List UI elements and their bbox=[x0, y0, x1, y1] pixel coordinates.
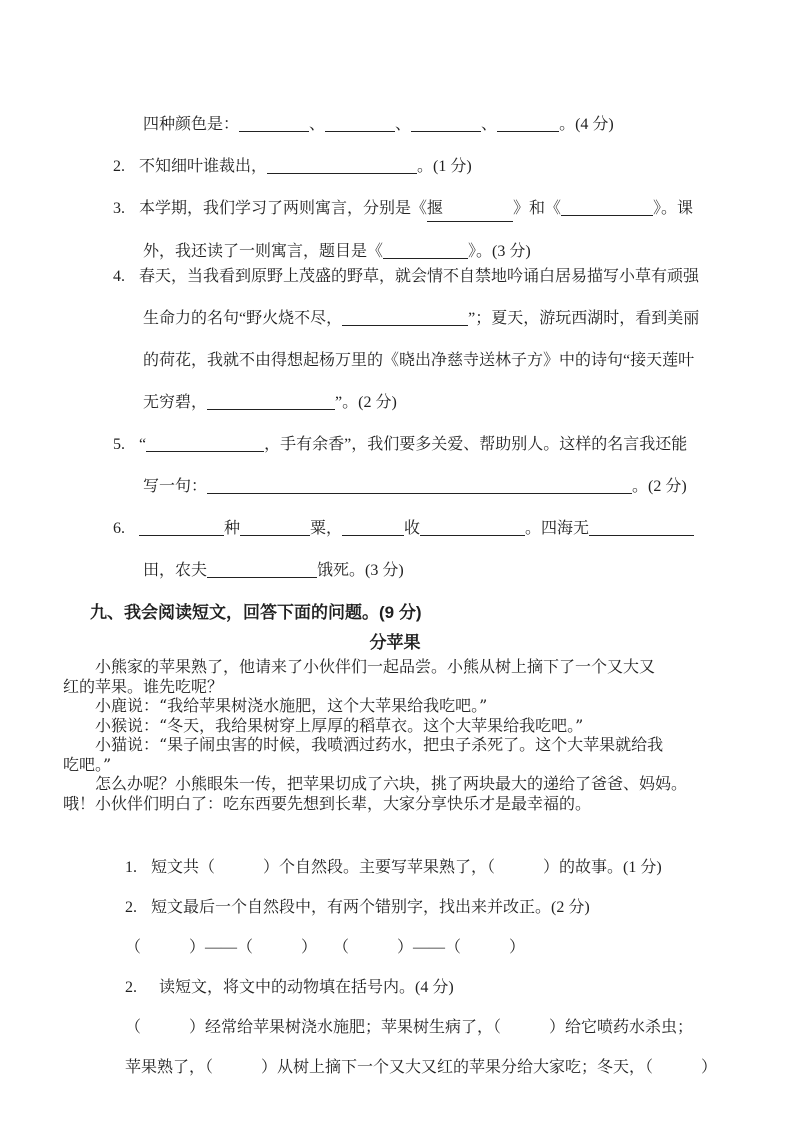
item5-line2-a: 写一句： bbox=[143, 478, 208, 495]
item6-blank-4 bbox=[420, 518, 525, 536]
item6-line2-a: 田，农夫 bbox=[143, 562, 208, 579]
passage-line: 小猫说：“果子闹虫害的时候，我喷洒过药水，把虫子杀死了。这个大苹果就给我 bbox=[95, 735, 664, 754]
fillin-item5-line2 bbox=[63, 474, 727, 499]
item6-t2: 粟， bbox=[310, 520, 343, 537]
item6-t1: 种 bbox=[224, 520, 241, 537]
reading-q1 bbox=[63, 855, 727, 880]
item1-blank-2 bbox=[325, 114, 395, 132]
item4-line2-b: ”；夏天，游玩西湖时，看到美丽 bbox=[468, 310, 700, 327]
fillin-item6-line2 bbox=[63, 558, 727, 583]
item5-line2-b: 。(2 分) bbox=[632, 478, 687, 495]
item6-blank-2 bbox=[240, 518, 310, 536]
passage-title: 分苹果 bbox=[369, 633, 421, 652]
item2-tail: 。(1 分) bbox=[417, 158, 472, 175]
item5-open-quote: “ bbox=[139, 436, 147, 453]
reading-q3-text: 读短文，将文中的动物填在括号内。(4 分) bbox=[159, 979, 454, 996]
passage bbox=[63, 657, 727, 813]
item1-lead: 四种颜色是： bbox=[143, 116, 240, 133]
reading-q2 bbox=[63, 895, 727, 920]
passage-line: 红的苹果。谁先吃呢？ bbox=[63, 676, 224, 696]
item1-blank-3 bbox=[411, 114, 481, 132]
reading-q2-number: 2. bbox=[125, 899, 137, 916]
fillin-item4-line2 bbox=[63, 306, 727, 331]
fillin-item4-line3 bbox=[63, 348, 727, 373]
reading-q3-line1: （ ）经常给苹果树浇水施肥；苹果树生病了，（ ）给它喷药水杀虫； bbox=[125, 1019, 694, 1036]
item1-blank-4 bbox=[497, 114, 559, 132]
item3-line2-a: 外，我还读了一则寓言，题目是《 bbox=[143, 243, 384, 260]
item6-line2-b: 饿死。(3 分) bbox=[317, 562, 404, 579]
item5-number: 5. bbox=[113, 436, 125, 453]
item5-blank-2 bbox=[207, 476, 632, 494]
item4-line2-a: 生命力的名句“野火烧不尽， bbox=[143, 310, 343, 327]
item3-seg-b: 》和《 bbox=[513, 200, 562, 217]
reading-q3-number: 2. bbox=[125, 979, 137, 996]
item3-line2-b: 》。(3 分) bbox=[468, 243, 531, 260]
item4-blank-2 bbox=[207, 392, 335, 410]
reading-q2-text: 短文最后一个自然段中，有两个错别字，找出来并改正。(2 分) bbox=[151, 899, 590, 916]
passage-line: 怎么办呢？小熊眼朱一传，把苹果切成了六块，挑了两块最大的递给了爸爸、妈妈。 bbox=[95, 774, 688, 793]
item6-blank-5 bbox=[589, 518, 694, 536]
item3-blank-1: 揠 bbox=[427, 196, 513, 222]
item6-t3: 收 bbox=[404, 520, 421, 537]
passage-line: 哦！小伙伴们明白了：吃东西要先想到长辈，大家分享快乐才是最幸福的。 bbox=[63, 793, 592, 813]
reading-q3 bbox=[63, 975, 727, 1000]
item1-blank-1 bbox=[239, 114, 309, 132]
item3-seg-c: 》。课 bbox=[653, 200, 694, 217]
item6-blank-1 bbox=[139, 518, 224, 536]
fillin-item5-line1 bbox=[63, 432, 727, 457]
item4-line4-b: ”。(2 分) bbox=[335, 394, 397, 411]
item3-blank-2 bbox=[561, 198, 653, 216]
item4-line3: 的荷花，我就不由得想起杨万里的《晓出净慈寺送林子方》中的诗句“接天莲叶 bbox=[143, 352, 695, 369]
passage-line: 小猴说：“冬天，我给果树穿上厚厚的稻草衣。这个大苹果给我吃吧。” bbox=[95, 715, 584, 735]
fillin-item1-line bbox=[63, 112, 727, 137]
item2-lead: 不知细叶谁裁出， bbox=[139, 158, 268, 175]
item1-sep-2: 、 bbox=[395, 116, 412, 133]
fillin-item4-line4 bbox=[63, 390, 727, 415]
item6-blank-3 bbox=[342, 518, 404, 536]
item4-line1: 春天，当我看到原野上茂盛的野草，就会情不自禁地吟诵白居易描写小草有顽强 bbox=[139, 268, 700, 285]
reading-q1-text: 短文共（ ）个自然段。主要写苹果熟了，（ ）的故事。(1 分) bbox=[151, 859, 662, 876]
item6-t4: 。四海无 bbox=[525, 520, 590, 537]
section-nine-heading: 九、我会阅读短文，回答下面的问题。(9 分) bbox=[90, 603, 422, 622]
fillin-item4-line1 bbox=[63, 264, 727, 289]
fillin-item3-line1 bbox=[63, 196, 727, 222]
item1-sep-3: 、 bbox=[481, 116, 498, 133]
fillin-item2-line bbox=[63, 154, 727, 179]
passage-line: 小鹿说：“我给苹果树浇水施肥，这个大苹果给我吃吧。” bbox=[95, 696, 488, 715]
fillin-item6-line1 bbox=[63, 516, 727, 541]
item1-tail: 。(4 分) bbox=[559, 116, 614, 133]
item5-seg-a: ，手有余香”，我们要多关爱、帮助别人。这样的名言我还能 bbox=[264, 436, 688, 453]
item3-seg-a: 本学期，我们学习了两则寓言，分别是《 bbox=[139, 200, 428, 217]
passage-line: 吃吧。” bbox=[63, 754, 112, 774]
item4-blank-1 bbox=[342, 308, 468, 326]
fillin-item3-line2 bbox=[63, 239, 727, 264]
reading-q2-answer-row: （ ）——（ ） （ ）——（ ） bbox=[125, 939, 526, 956]
item4-number: 4. bbox=[113, 268, 125, 285]
item3-blank-3 bbox=[383, 241, 468, 259]
reading-q1-number: 1. bbox=[125, 859, 137, 876]
item6-number: 6. bbox=[113, 520, 125, 537]
item5-blank-1 bbox=[146, 434, 264, 452]
item6-blank-6 bbox=[207, 560, 317, 578]
item2-blank bbox=[267, 156, 417, 174]
item4-line4-a: 无穷碧， bbox=[143, 394, 208, 411]
passage-line: 小熊家的苹果熟了，他请来了小伙伴们一起品尝。小熊从树上摘下了一个又大又 bbox=[95, 657, 656, 676]
item3-number: 3. bbox=[113, 200, 125, 217]
item1-sep-1: 、 bbox=[309, 116, 326, 133]
reading-q3-line2: 苹果熟了，（ ）从树上摘下一个又大又红的苹果分给大家吃；冬天，（ ） bbox=[125, 1059, 718, 1076]
item2-number: 2. bbox=[113, 158, 125, 175]
